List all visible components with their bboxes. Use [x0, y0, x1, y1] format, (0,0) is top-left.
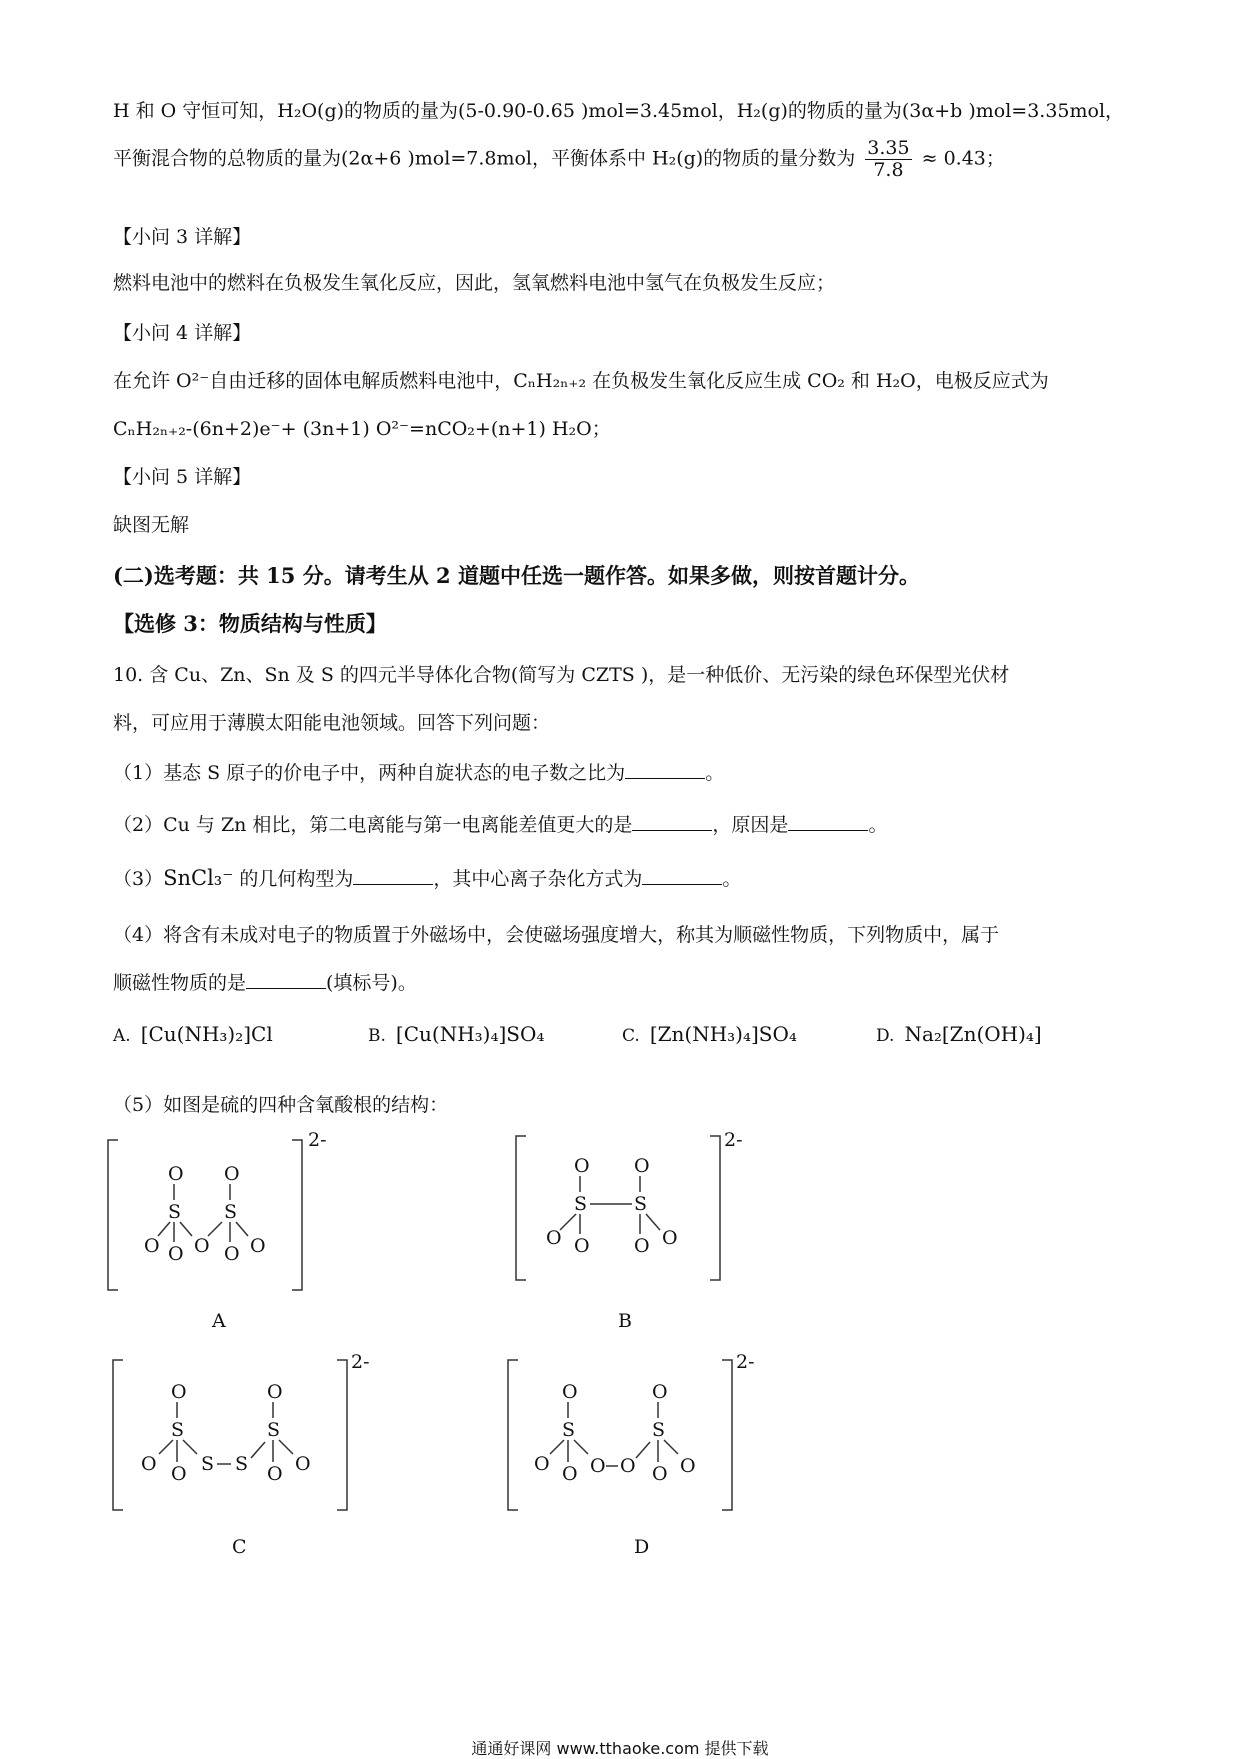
- structure-a-diagram: [100, 1130, 340, 1305]
- question-stem-2: 料，可应用于薄膜太阳能电池领域。回答下列问题：: [113, 712, 551, 734]
- text: ，原因是: [712, 814, 789, 836]
- structure-d-diagram: [500, 1350, 760, 1525]
- option-key: C.: [622, 1026, 640, 1046]
- text: ≈ 0.43；: [921, 147, 1005, 170]
- atom-o: O: [250, 1235, 266, 1257]
- option-a[interactable]: [113, 1022, 273, 1046]
- atom-o: O: [620, 1455, 636, 1477]
- solution-line-2: [113, 138, 1005, 181]
- option-formula: [Cu(NH₃)₄]SO₄: [395, 1022, 545, 1046]
- answer-blank[interactable]: [246, 972, 326, 989]
- structure-b-label: B: [618, 1310, 632, 1332]
- atom-o: O: [634, 1235, 650, 1257]
- q4-text-1: 在允许 O²⁻自由迁移的固体电解质燃料电池中，CₙH₂ₙ₊₂ 在负极发生氧化反应生成 CO₂ 和 H₂O，电极反应式为: [113, 370, 1049, 392]
- atom-o: O: [194, 1235, 210, 1257]
- atom-o: O: [590, 1455, 606, 1477]
- atom-o: O: [534, 1453, 550, 1475]
- answer-blank[interactable]: [625, 762, 705, 779]
- text: ，其中心离子杂化方式为: [433, 868, 643, 890]
- sub-question-3: [113, 864, 741, 891]
- atom-o: O: [562, 1463, 578, 1485]
- charge-label: 2-: [724, 1129, 743, 1151]
- solution-line-1: [113, 96, 1124, 123]
- text: 顺磁性物质的是: [113, 972, 247, 994]
- option-key: B.: [368, 1026, 386, 1046]
- atom-o: O: [652, 1381, 668, 1403]
- atom-o: O: [662, 1227, 678, 1249]
- atom-o: O: [546, 1227, 562, 1249]
- q3-heading: 【小问 3 详解】: [113, 226, 252, 248]
- text: 平衡混合物的总物质的量为(2α+6 )mol=7.8mol，平衡体系中 H₂(g)的物质的量分数为: [113, 147, 856, 170]
- atom-s: S: [267, 1419, 281, 1441]
- atom-s: S: [224, 1201, 238, 1223]
- atom-o: O: [652, 1463, 668, 1485]
- q5-heading: 【小问 5 详解】: [113, 466, 252, 488]
- atom-o: O: [634, 1155, 650, 1177]
- q5-text: 缺图无解: [113, 514, 190, 536]
- q3-text: 燃料电池中的燃料在负极发生氧化反应，因此，氢氧燃料电池中氢气在负极发生反应；: [113, 272, 836, 294]
- option-key: D.: [876, 1026, 895, 1046]
- atom-o: O: [680, 1455, 696, 1477]
- text: H₂O(g)的物质的量为(5-0.90-0.65 )mol=3.45mol，: [277, 100, 737, 122]
- text: 。: [722, 868, 742, 890]
- atom-o: O: [267, 1381, 283, 1403]
- footer: 通通好课网 www.tthaoke.com 提供下载: [471, 1739, 769, 1758]
- text: 。: [705, 762, 725, 784]
- option-key: A.: [113, 1026, 131, 1046]
- atom-s: S: [235, 1453, 249, 1475]
- option-c[interactable]: [622, 1022, 797, 1046]
- atom-o: O: [144, 1235, 160, 1257]
- charge-label: 2-: [736, 1351, 755, 1373]
- sub-question-4-line-2: [113, 968, 417, 995]
- elective-title: 【选修 3：物质结构与性质】: [113, 611, 387, 636]
- text: 的几何构型为: [233, 868, 354, 890]
- atom-s: S: [168, 1201, 182, 1223]
- atom-s: S: [562, 1419, 576, 1441]
- structure-d-label: D: [634, 1536, 650, 1558]
- sub-question-2: [113, 810, 887, 837]
- q4-text-2: CₙH₂ₙ₊₂-(6n+2)e⁻+ (3n+1) O²⁻=nCO₂+(n+1) H₂O；: [113, 418, 611, 440]
- structure-a-label: A: [212, 1310, 226, 1332]
- structure-b-diagram: [508, 1130, 748, 1305]
- atom-o: O: [295, 1453, 311, 1475]
- text: H 和 O 守恒可知，: [113, 100, 278, 122]
- sub-question-4-line-1: （4）将含有未成对电子的物质置于外磁场中，会使磁场强度增大，称其为顺磁性物质，下列物质中，属于: [113, 924, 1000, 946]
- atom-o: O: [224, 1163, 240, 1185]
- structure-c-label: C: [232, 1536, 247, 1558]
- atom-o: O: [224, 1243, 240, 1265]
- atom-o: O: [574, 1155, 590, 1177]
- atom-o: O: [141, 1453, 157, 1475]
- option-formula: [Zn(NH₃)₄]SO₄: [649, 1022, 797, 1046]
- fraction-numerator: 3.35: [867, 137, 910, 159]
- sub-question-1: [113, 758, 724, 785]
- question-stem-1: 10. 含 Cu、Zn、Sn 及 S 的四元半导体化合物(简写为 CZTS )，是一种低价、无污染的绿色环保型光伏材: [113, 664, 1010, 686]
- atom-s: S: [652, 1419, 666, 1441]
- text: H₂(g)的物质的量为(3α+b )mol=3.35mol，: [736, 100, 1125, 122]
- atom-s: S: [634, 1193, 648, 1215]
- option-formula: Na₂[Zn(OH)₄]: [904, 1022, 1042, 1046]
- atom-o: O: [574, 1235, 590, 1257]
- answer-blank[interactable]: [788, 814, 868, 831]
- sub-question-5: （5）如图是硫的四种含氧酸根的结构：: [113, 1094, 449, 1116]
- text: (填标号)。: [326, 972, 417, 994]
- text: 。: [868, 814, 888, 836]
- fraction: [865, 138, 911, 181]
- atom-o: O: [562, 1381, 578, 1403]
- atom-o: O: [168, 1243, 184, 1265]
- option-formula: [Cu(NH₃)₂]Cl: [140, 1022, 273, 1046]
- atom-s: S: [574, 1193, 588, 1215]
- charge-label: 2-: [351, 1351, 370, 1373]
- atom-o: O: [171, 1463, 187, 1485]
- text: （2）Cu 与 Zn 相比，第二电离能与第一电离能差值更大的是: [113, 814, 633, 836]
- atom-o: O: [267, 1463, 283, 1485]
- answer-blank[interactable]: [642, 868, 722, 885]
- option-b[interactable]: [368, 1022, 544, 1046]
- atom-s: S: [201, 1453, 215, 1475]
- atom-o: O: [168, 1163, 184, 1185]
- text: （1）基态 S 原子的价电子中，两种自旋状态的电子数之比为: [113, 762, 626, 784]
- atom-o: O: [171, 1381, 187, 1403]
- q4-heading: 【小问 4 详解】: [113, 322, 252, 344]
- option-d[interactable]: [876, 1022, 1042, 1046]
- formula: SnCl₃⁻: [163, 866, 234, 890]
- structure-c-diagram: [105, 1350, 370, 1525]
- fraction-denominator: 7.8: [873, 158, 904, 181]
- charge-label: 2-: [308, 1129, 327, 1151]
- text: （3）: [113, 868, 164, 890]
- section-title: (二)选考题：共 15 分。请考生从 2 道题中任选一题作答。如果多做，则按首题计分。: [113, 563, 920, 588]
- atom-s: S: [171, 1419, 185, 1441]
- answer-blank[interactable]: [353, 868, 433, 885]
- answer-blank[interactable]: [632, 814, 712, 831]
